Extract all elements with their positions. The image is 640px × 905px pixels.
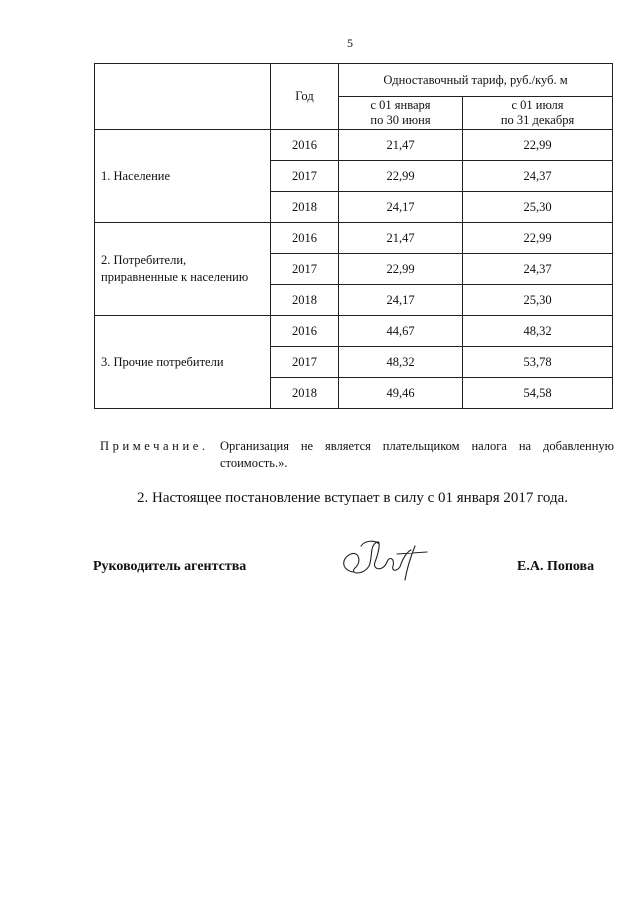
period-second-half-header: [463, 97, 613, 130]
tariff-first-half-cell: 21,47: [339, 223, 463, 254]
tariff-first-half-cell: 24,17: [339, 192, 463, 223]
tariff-header: Одноставочный тариф, руб./куб. м: [339, 64, 613, 97]
year-cell: 2017: [271, 254, 339, 285]
table-header-row: [95, 64, 613, 97]
category-label: 1. Население: [101, 168, 171, 183]
table-row: [95, 316, 613, 347]
year-cell: 2017: [271, 347, 339, 378]
year-cell: 2016: [271, 223, 339, 254]
year-cell: 2018: [271, 378, 339, 409]
tariff-first-half-cell: 22,99: [339, 161, 463, 192]
period-first-half-line: по 30 июня: [370, 113, 431, 127]
year-cell: 2018: [271, 285, 339, 316]
category-label: 3. Прочие потребители: [101, 354, 224, 369]
tariff-second-half-cell: 22,99: [463, 223, 613, 254]
tariff-table: [94, 63, 613, 409]
table-row: [95, 223, 613, 254]
clause-effective-date: 2. Настоящее постановление вступает в силу с 01 января 2017 года.: [137, 490, 569, 506]
year-cell: 2018: [271, 192, 339, 223]
table-row: [95, 130, 613, 161]
year-cell: 2017: [271, 161, 339, 192]
tariff-second-half-cell: 53,78: [463, 347, 613, 378]
category-cell: [95, 130, 271, 223]
note: [100, 438, 614, 472]
tariff-first-half-cell: 48,32: [339, 347, 463, 378]
signatory-name: Е.А. Попова: [517, 559, 595, 574]
signatory-position: Руководитель агентства: [93, 559, 247, 574]
tariff-second-half-cell: 22,99: [463, 130, 613, 161]
year-cell: 2016: [271, 316, 339, 347]
period-second-half-line: с 01 июля: [511, 98, 564, 112]
tariff-second-half-cell: 24,37: [463, 161, 613, 192]
period-first-half-line: с 01 января: [370, 98, 431, 112]
tariff-second-half-cell: 48,32: [463, 316, 613, 347]
tariff-second-half-cell: 54,58: [463, 378, 613, 409]
tariff-first-half-cell: 21,47: [339, 130, 463, 161]
note-label: Примечание.: [100, 439, 209, 453]
tariff-second-half-cell: 25,30: [463, 285, 613, 316]
tariff-first-half-cell: 22,99: [339, 254, 463, 285]
category-label: 2. Потребители,: [101, 253, 187, 267]
category-header-cell: [95, 64, 271, 130]
category-label: приравненные к населению: [101, 270, 249, 284]
note-text: Организация не является плательщиком налога на добавленную стоимость.».: [220, 439, 614, 470]
period-second-half-line: по 31 декабря: [500, 113, 575, 127]
tariff-second-half-cell: 25,30: [463, 192, 613, 223]
tariff-second-half-cell: 24,37: [463, 254, 613, 285]
tariff-first-half-cell: 24,17: [339, 285, 463, 316]
tariff-first-half-cell: 49,46: [339, 378, 463, 409]
tariff-first-half-cell: 44,67: [339, 316, 463, 347]
year-cell: 2016: [271, 130, 339, 161]
period-first-half-header: [339, 97, 463, 130]
category-cell: [95, 316, 271, 409]
category-cell: [95, 223, 271, 316]
handwritten-signature: [335, 532, 435, 592]
page-number: 5: [347, 36, 353, 50]
year-header: Год: [271, 64, 339, 130]
